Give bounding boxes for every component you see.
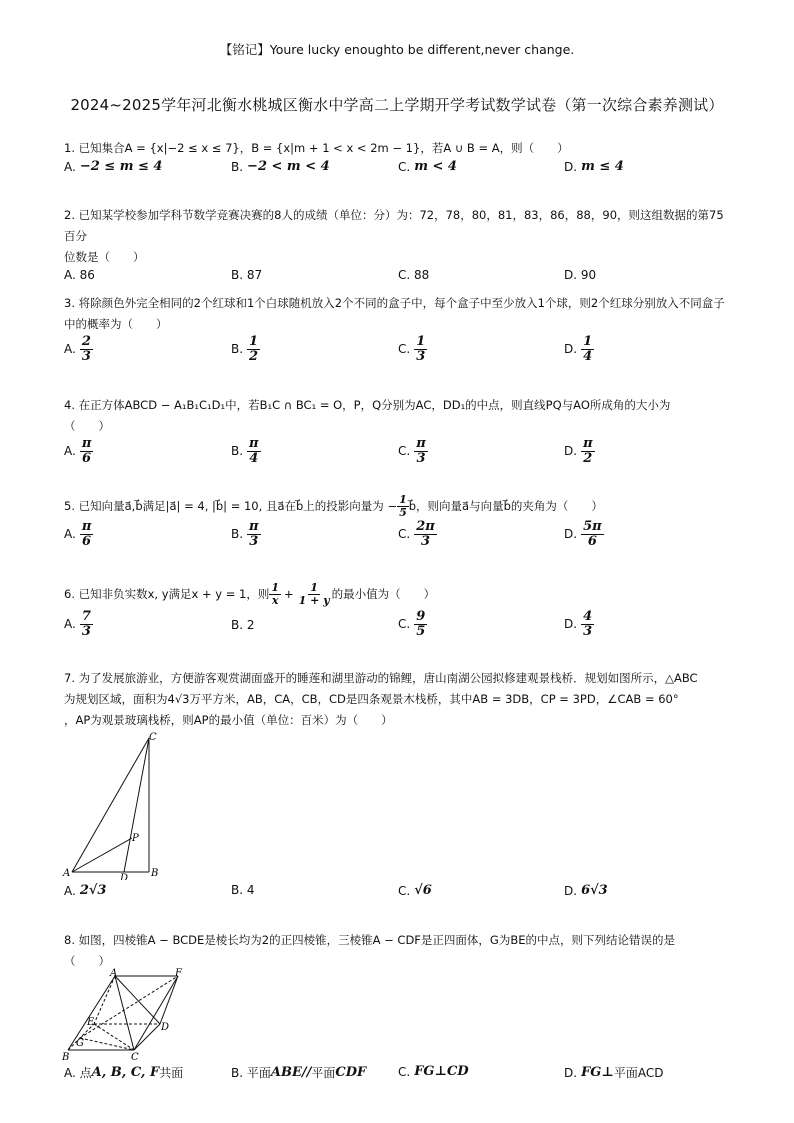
pyramid-figure [60,968,190,1064]
question-7: 7. 为了发展旅游业，方便游客观赏湖面盛开的睡莲和湖里游动的锦鲤，唐山南湖公园拟修建观景栈桥．规划如图所示，△ABC 为规划区域，面积为4√3万平方米，AB，CA，CB，CD是四条观景木栈桥，其中AB = 3DB，CP = 3PD，∠CAB = 60° ，AP为观景玻璃栈桥，则AP的最小值（单位：百米）为（ ） [64,671,698,727]
option-a[interactable]: A. $\frac{\pi}{6}$ [64,436,92,466]
question-2: 2. 已知某学校参加学科节数学竞赛决赛的8人的成绩（单位：分）为：72，78，80，81，83，86，88，90，则这组数据的第75百分 位数是（ ） A. 86 B. 87 C. 88 D. 90 [64,208,724,282]
label-a: A [63,868,71,879]
option-b[interactable]: B. $\frac{1}{2}$ [231,334,259,364]
label-b: B [151,868,159,879]
option-d[interactable]: D. m ≤ 4 [564,159,624,174]
option-a[interactable]: A. −2 ≤ m ≤ 4 [64,159,163,174]
question-7-options [64,883,734,907]
question-6: 6. 已知非负实数x, y满足x + y = 1，则 $\frac{1}{x}$ + $\frac{1}{1 + y}$ 的最小值为（ ） A. $\frac{7}{3}$ B. 2 C. $\frac{9}{5}$ D. $\frac{4}{3}$ [64,580,593,639]
question-5: 5. 已知向量a⃗,b⃗满足|a⃗| = 4, |b⃗| = 10, 且a⃗在b⃗上的投影向量为 − $\frac{1}{5}$ b⃗，则向量a⃗与向量b⃗的夹角为（ ） A. $\frac{\pi}{6}$ B. $\frac{\pi}{3}$ C. $\frac{2\pi}{3}$ D. $\frac{5\pi}{6}$ [64,492,603,549]
triangle-figure [60,728,170,880]
option-d[interactable]: D. $\frac{4}{3}$ [564,609,593,639]
option-b[interactable]: B. 2 [231,618,255,632]
label-g: G [76,1038,84,1049]
label-p: P [132,833,139,844]
option-d[interactable]: D. $\frac{1}{4}$ [564,334,593,364]
label-a: A [110,968,118,979]
option-a[interactable]: A. $\frac{2}{3}$ [64,334,91,364]
option-a[interactable]: A. 86 [64,268,95,282]
option-a[interactable]: A. $\frac{7}{3}$ [64,609,91,639]
option-d[interactable]: D. FG⊥ 平面ACD [564,1065,664,1080]
option-b[interactable]: B. 4 [231,883,255,897]
option-d[interactable]: D. $\frac{5\pi}{6}$ [564,519,602,549]
label-f: F [175,968,182,979]
option-b[interactable]: B. $\frac{\pi}{4}$ [231,436,259,466]
label-c: C [131,1052,139,1063]
option-d[interactable]: D. $\frac{\pi}{2}$ [564,436,593,466]
option-b[interactable]: B. $\frac{\pi}{3}$ [231,519,259,549]
question-1-stem: 1. 已知集合A = {x|−2 ≤ x ≤ 7}，B = {x|m + 1 < x < 2m − 1}，若A ∪ B = A，则（ ） [64,141,569,155]
option-c[interactable]: C. $\frac{\pi}{3}$ [398,436,426,466]
option-b[interactable]: B. 平面 ABE// 平面 CDF [231,1065,367,1080]
option-b[interactable]: B. −2 < m < 4 [231,159,330,174]
label-d: D [161,1022,170,1033]
motto: 【铭记】Youre lucky enoughto be different,never change. [219,42,575,57]
page-title: 2024~2025学年河北衡水桃城区衡水中学高二上学期开学考试数学试卷（第一次综合素养测试） [70,96,724,114]
question-4: 4. 在正方体ABCD − A₁B₁C₁D₁中，若B₁C ∩ BC₁ = O，P，Q分别为AC，DD₁的中点，则直线PQ与AO所成角的大小为 （ ） A. $\frac{\pi}{6}$ B. $\frac{\pi}{4}$ C. $\frac{\pi}{3}$ D. $\frac{\pi}{2}$ [64,398,671,466]
option-b[interactable]: B. 87 [231,268,263,282]
option-c[interactable]: C. $\frac{1}{3}$ [398,334,426,364]
option-c[interactable]: C. $\frac{2\pi}{3}$ [398,519,435,549]
question-1 [64,138,734,183]
question-3: 3. 将除颜色外完全相同的2个红球和1个白球随机放入2个不同的盒子中，每个盒子中至少放入1个球，则2个红球分别放入不同盒子 中的概率为（ ） A. $\frac{2}{3}$ B. $\frac{1}{2}$ C. $\frac{1}{3}$ D. $\frac{1}{4}$ [64,296,725,364]
label-d: D [120,873,129,880]
option-c[interactable]: C. $\frac{9}{5}$ [398,609,426,639]
option-c[interactable]: C. m < 4 [398,159,457,174]
option-a[interactable]: A. 2√3 [64,883,107,898]
label-e: E [87,1017,95,1028]
option-c[interactable]: C. FG⊥CD [398,1064,469,1079]
option-c[interactable]: C. √6 [398,883,432,898]
question-8: 8. 如图，四棱锥A − BCDE是棱长均为2的正四棱锥，三棱锥A − CDF是正四面体，G为BE的中点，则下列结论错误的是 （ ） [64,933,675,968]
option-a[interactable]: A. $\frac{\pi}{6}$ [64,519,92,549]
label-c: C [149,732,157,743]
option-c[interactable]: C. 88 [398,268,430,282]
option-d[interactable]: D. 6√3 [564,883,608,898]
question-8-options [64,1064,734,1088]
question-1-options [64,159,734,183]
option-d[interactable]: D. 90 [564,268,597,282]
option-a[interactable]: A. 点 A, B, C, F 共面 [64,1065,184,1080]
label-b: B [62,1052,70,1063]
